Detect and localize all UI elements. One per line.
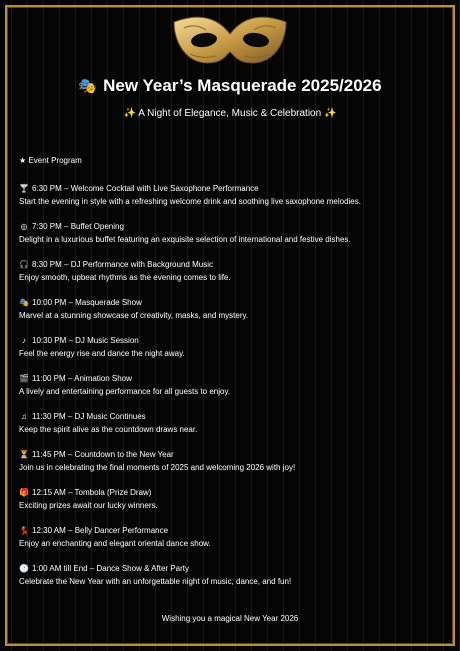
program-item-time: 11:30 PM – DJ Music Continues [32, 412, 146, 421]
subtitle-text: A Night of Elegance, Music & Celebration [138, 108, 322, 119]
program-item-description: Feel the energy rise and dance the night away. [19, 349, 185, 358]
program-item-time: 10:00 PM – Masquerade Show [32, 298, 142, 307]
program-item-description: Join us in celebrating the final moments of 2025 and welcoming 2026 with joy! [19, 463, 296, 472]
sparkles-icon: ✨ [123, 108, 137, 119]
program-item [19, 448, 444, 486]
program-item-time: 12:30 AM – Belly Dancer Performance [32, 526, 169, 535]
program-item [19, 334, 444, 372]
program-item-title [19, 486, 444, 499]
program-item [19, 372, 444, 410]
program-item-title [19, 410, 444, 423]
program-item [19, 562, 444, 600]
dancer-icon: 💃 [19, 526, 29, 535]
masks-icon: 🎭 [19, 298, 29, 307]
program-item [19, 220, 444, 258]
section-heading-text: Event Program [28, 156, 82, 165]
program-item-title [19, 182, 444, 195]
program-item-title [19, 258, 444, 271]
masquerade-mask-icon [170, 12, 290, 74]
program-item-description: A lively and entertaining performance for all guests to enjoy. [19, 387, 231, 396]
program-item-title [19, 334, 444, 347]
program-item-description: Enjoy smooth, upbeat rhythms as the evening comes to life. [19, 273, 231, 282]
cocktail-icon: 🍸 [19, 184, 29, 193]
section-heading [19, 156, 82, 165]
program-item-title [19, 220, 444, 233]
program-item-description: Exciting prizes await our lucky winners. [19, 501, 158, 510]
program-item-time: 11:00 PM – Animation Show [32, 374, 132, 383]
headphones-icon: 🎧 [19, 260, 29, 269]
clapperboard-icon: 🎬 [19, 374, 29, 383]
program-item [19, 486, 444, 524]
program-item-time: 8:30 PM – DJ Performance with Background Music [32, 260, 213, 269]
program-item-description: Keep the spirit alive as the countdown draws near. [19, 425, 198, 434]
music-notes-icon: ♫ [21, 412, 27, 421]
program-item-title [19, 562, 444, 575]
program-item [19, 258, 444, 296]
program-item [19, 524, 444, 562]
program-item-title [19, 524, 444, 537]
program-item [19, 182, 444, 220]
program-item-description: Enjoy an enchanting and elegant oriental dance show. [19, 539, 211, 548]
program-item-description: Start the evening in style with a refreshing welcome drink and soothing live saxophone melodies. [19, 197, 361, 206]
title-text: New Year’s Masquerade 2025/2026 [103, 76, 382, 95]
program-item-time: 1:00 AM till End – Dance Show & After Party [32, 564, 189, 573]
subtitle [0, 108, 460, 119]
sparkles-icon: ✨ [323, 108, 337, 119]
gift-icon: 🎁 [19, 488, 29, 497]
program-item [19, 296, 444, 334]
masks-icon: 🎭 [78, 78, 98, 95]
program-item [19, 410, 444, 448]
program-item-title [19, 296, 444, 309]
program-item-time: 12:15 AM – Tombola (Prize Draw) [32, 488, 152, 497]
footer-message: Wishing you a magical New Year 2026 [161, 614, 299, 623]
program-item-description: Celebrate the New Year with an unforgettable night of music, dance, and fun! [19, 577, 292, 586]
music-note-icon: ♪ [22, 336, 26, 345]
plate-icon: ◎ [20, 222, 28, 231]
program-item-description: Delight in a luxurious buffet featuring an exquisite selection of international and festive dishes. [19, 235, 351, 244]
star-icon: ★ [19, 156, 27, 165]
page-title [0, 76, 460, 96]
program-item-time: 6:30 PM – Welcome Cocktail with Live Saxophone Performance [32, 184, 259, 193]
program-item-time: 10:30 PM – DJ Music Session [32, 336, 139, 345]
program-list [19, 182, 444, 600]
hourglass-icon: ⏳ [19, 450, 29, 459]
program-item-description: Marvel at a stunning showcase of creativity, masks, and mystery. [19, 311, 249, 320]
program-item-time: 11:45 PM – Countdown to the New Year [32, 450, 174, 459]
clock-icon: 🕐 [19, 564, 29, 573]
program-item-time: 7:30 PM – Buffet Opening [32, 222, 124, 231]
program-item-title [19, 448, 444, 461]
program-item-title [19, 372, 444, 385]
